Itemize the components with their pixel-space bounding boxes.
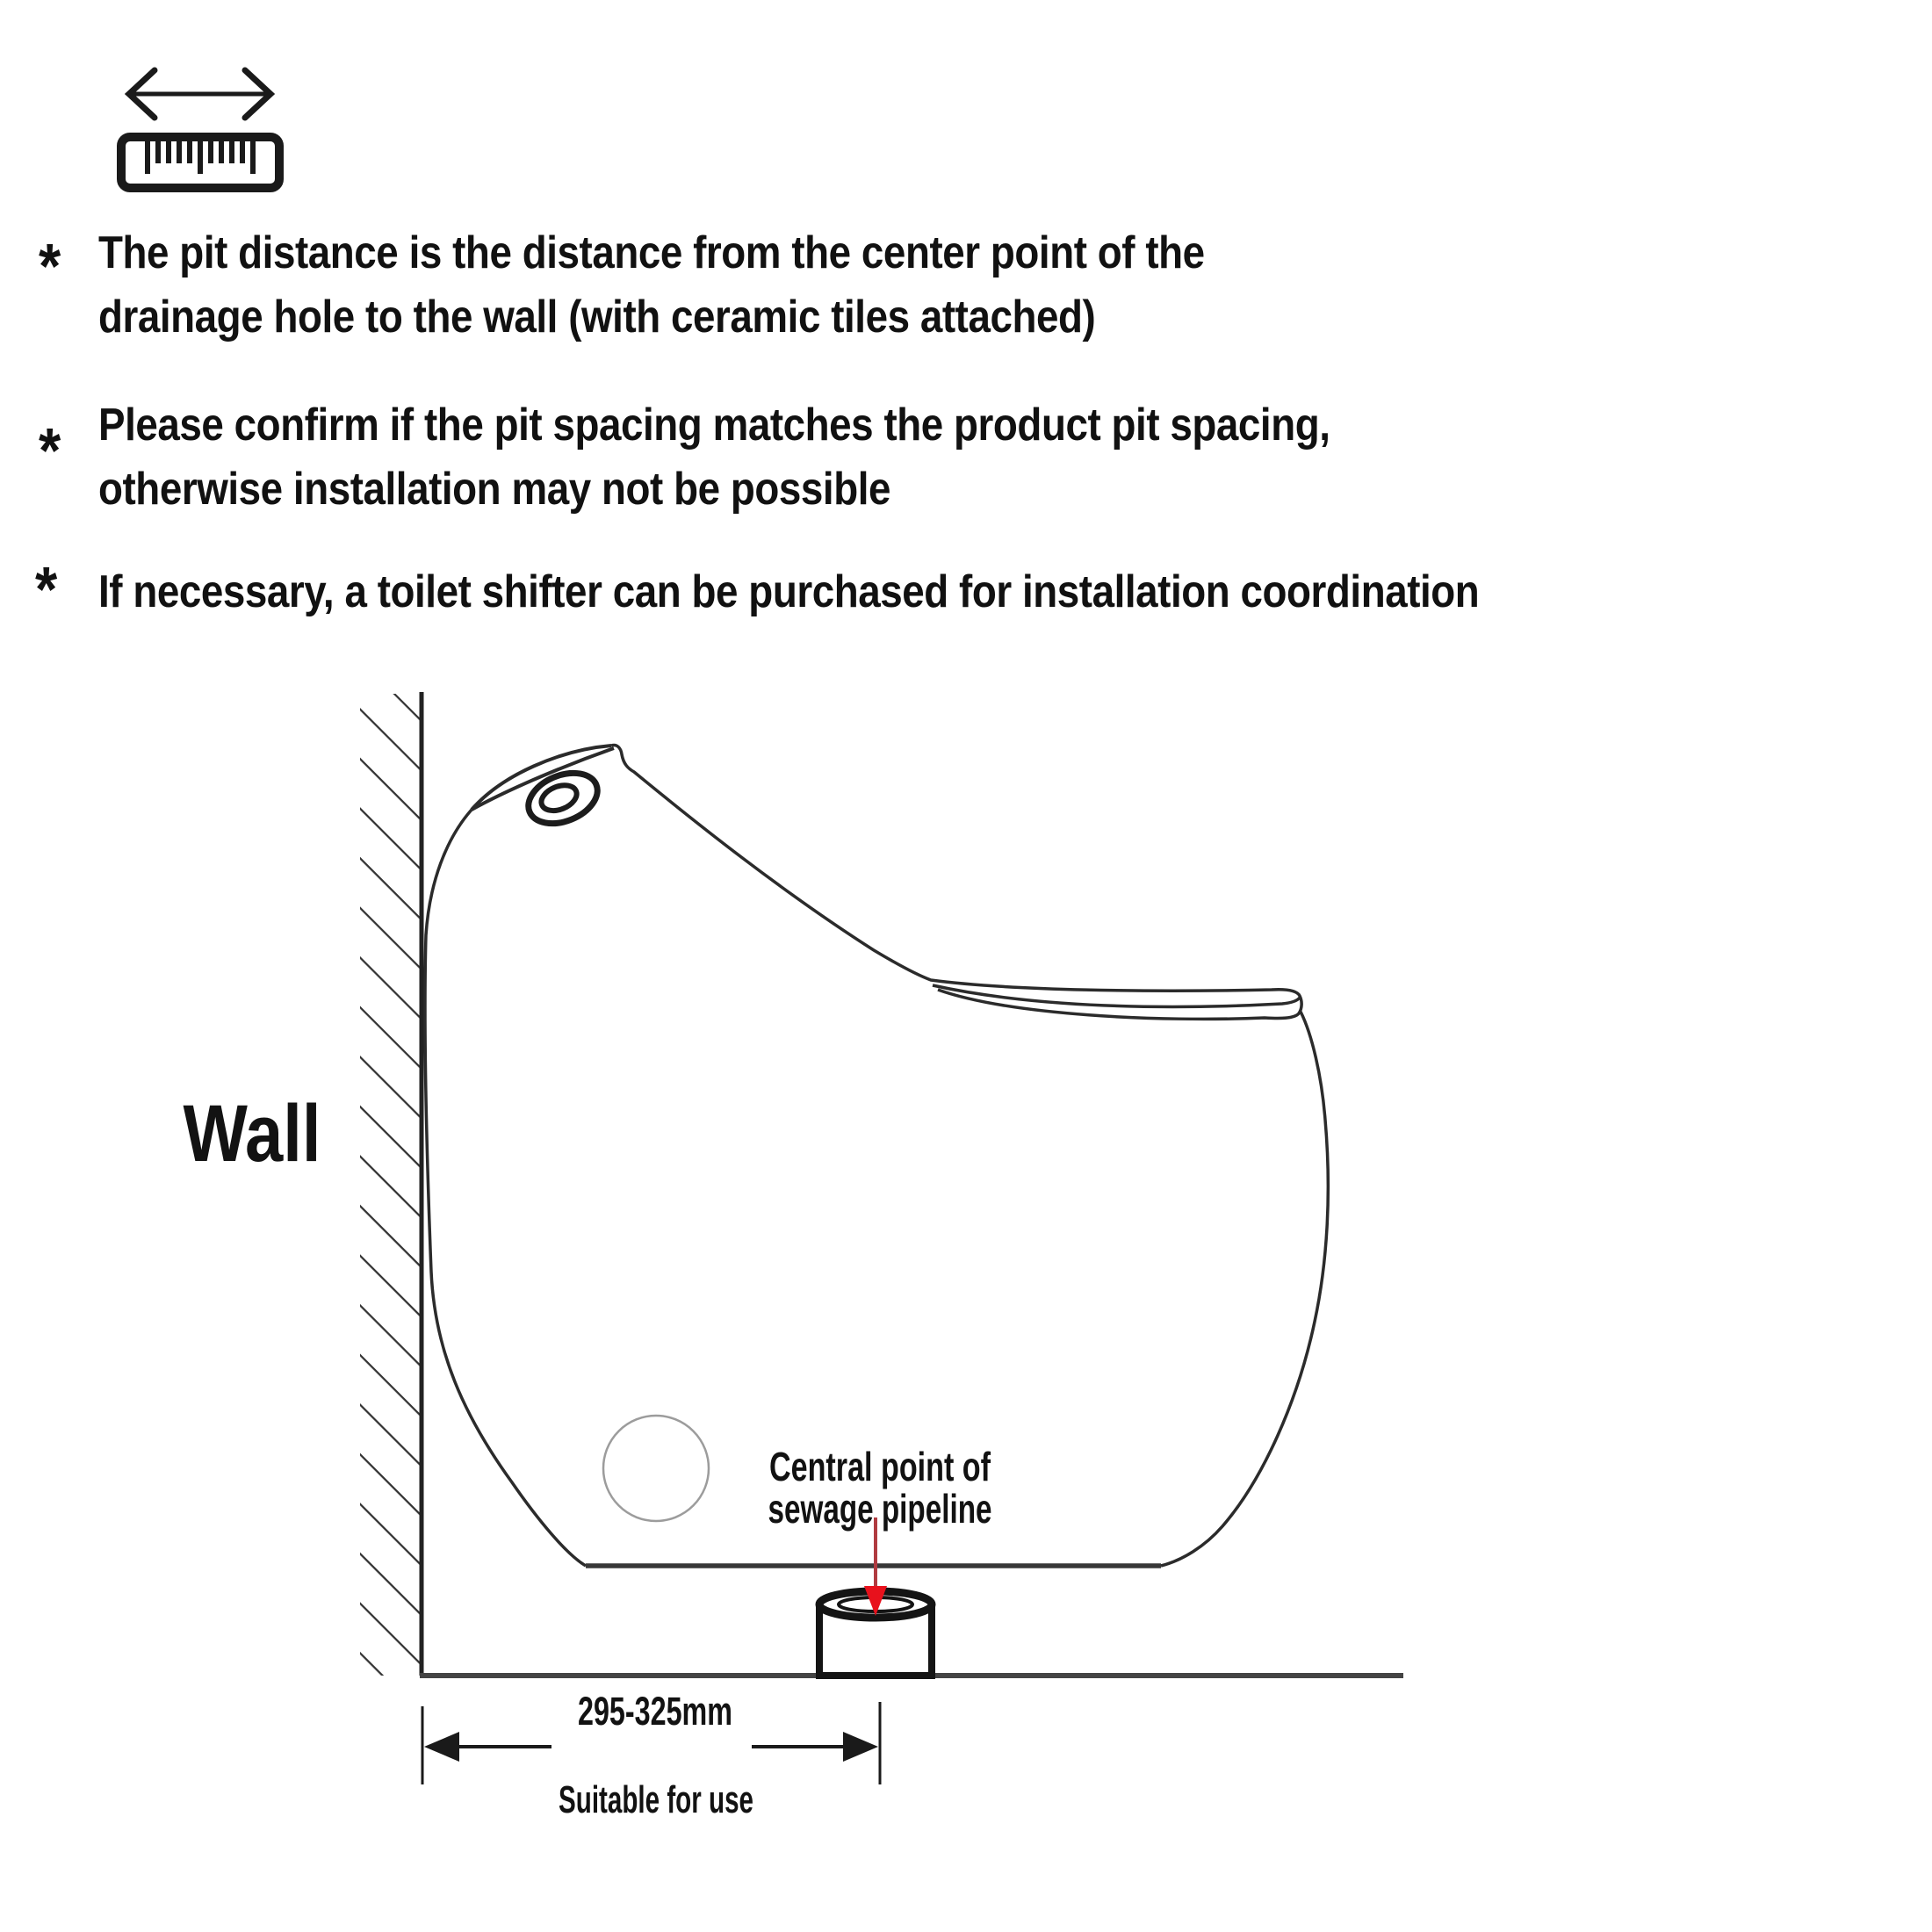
ruler-with-width-arrow [121, 70, 279, 188]
dimension-range-label: 295-325mm [578, 1689, 732, 1734]
toilet-top-profile [611, 746, 1301, 1020]
wall-label: Wall [183, 1089, 321, 1179]
note-1-line-1: The pit distance is the distance from the center point of the [98, 227, 1205, 278]
pipe-label-line1: Central point of [769, 1444, 991, 1489]
toilet-right-edge [1161, 1012, 1328, 1566]
note-marker-2: * [39, 416, 61, 487]
note-3 [98, 560, 1668, 624]
note-1-line-2: drainage hole to the wall (with ceramic tiles attached) [98, 292, 1096, 342]
note-1 [98, 221, 1355, 350]
note-2-line-1: Please confirm if the pit spacing matches the product pit spacing, [98, 400, 1330, 451]
dimension-arrowhead-right [843, 1732, 878, 1762]
flush-button-icon [521, 764, 605, 833]
note-2-line-2: otherwise installation may not be possible [98, 464, 890, 515]
note-marker-1: * [39, 232, 61, 302]
wall-hatching [360, 694, 422, 1676]
pipe-label-line2: sewage pipeline [768, 1486, 992, 1532]
dimension-caption-label: Suitable for use [559, 1778, 753, 1821]
ruler-icon [121, 137, 279, 188]
toilet-back-edge [425, 810, 586, 1566]
note-2 [98, 393, 1498, 522]
double-headed-arrow-icon [129, 70, 270, 118]
toilet-outline [425, 746, 1328, 1566]
note-marker-3: * [35, 555, 58, 625]
note-3-line-1: If necessary, a toilet shifter can be purchased for installation coordination [98, 566, 1480, 617]
dimension-arrowhead-left [424, 1732, 459, 1762]
drain-circle [603, 1416, 709, 1521]
